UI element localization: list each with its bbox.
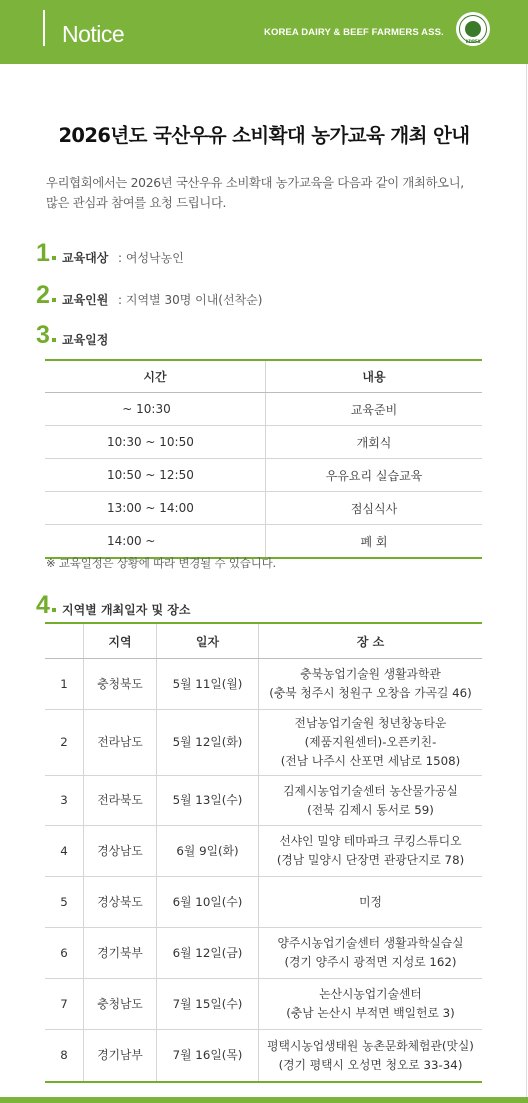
place-line: (전북 김제시 동서로 59) [307,802,434,817]
place-line: (전남 나주시 산포면 세남로 1508) [280,754,461,768]
place-line: 논산시농업기술센터 [319,987,422,1001]
region-cell: 경상남도 [84,826,157,877]
time-cell: ~ 10:30 [45,393,266,426]
region-cell: 경기남부 [84,1030,157,1083]
place-line: 선샤인 밀양 테마파크 쿠킹스튜디오 [279,834,462,848]
section-value: : 여성낙농인 [118,251,184,265]
place-cell [259,979,483,1030]
section-label: 교육인원 [62,293,109,307]
header-divider [43,10,45,46]
column-header [45,623,84,659]
date-cell: 6월 12일(금) [157,928,259,979]
row-number-cell: 6 [45,928,84,979]
place-line: 평택시농업생태원 농촌문화체험관(맛실) [267,1038,474,1053]
time-cell: 10:30 ~ 10:50 [45,426,266,459]
table-row [45,459,482,492]
content-cell: 교육준비 [266,393,483,426]
date-cell: 5월 11일(월) [157,659,259,710]
schedule-table [45,359,482,559]
table-row [45,393,482,426]
place-cell [259,826,483,877]
column-header: 일자 [157,623,259,659]
region-cell: 충청남도 [84,979,157,1030]
row-number-cell: 5 [45,877,84,928]
place-line: 충북농업기술원 생활과학관 [300,667,441,681]
place-line: (경남 밀양시 단장면 관광단지로 78) [276,853,465,867]
place-line: (경기 평택시 오성면 청오로 33-34) [278,1057,463,1072]
table-row [45,826,482,877]
place-line: (충남 논산시 부적면 백일헌로 3) [286,1006,455,1020]
section-label: 교육일정 [62,333,109,347]
table-row [45,659,482,710]
section-dot [52,298,56,302]
association-seal-icon [456,12,490,46]
place-line: 전남농업기술원 청년창농타운 [294,716,447,730]
content-cell: 점심식사 [266,492,483,525]
section-number: 3 [36,321,50,349]
time-cell: 14:00 ~ [107,534,156,548]
section-value: : 지역별 30명 이내(선착순) [118,293,263,307]
place-line: 양주시농업기술센터 생활과학실습실 [277,936,464,950]
row-number-cell: 7 [45,979,84,1030]
place-cell [259,710,483,776]
table-row [45,1030,482,1083]
place-cell [259,928,483,979]
table-row [45,877,482,928]
column-header: 내용 [266,360,483,393]
section-label: 지역별 개최일자 및 장소 [62,603,191,617]
place-cell [259,776,483,826]
section-number: 4 [36,591,50,619]
footer-bar [0,1097,528,1103]
table-row [45,710,482,776]
table-row [45,776,482,826]
row-number-cell: 1 [45,659,84,710]
place-line: (제품지원센터)-오픈키친- [304,735,437,749]
table-header-row [45,623,482,659]
section-number: 2 [36,281,50,309]
region-cell: 경기북부 [84,928,157,979]
content-cell: 폐 회 [266,525,483,559]
intro-line: 우리협회에서는 2026년 국산우유 소비확대 농가교육을 다음과 같이 개최하오니, [46,176,464,190]
table-header-row [45,360,482,393]
column-header: 지역 [84,623,157,659]
date-cell: 5월 12일(화) [157,710,259,776]
seal-text: KDBFA [465,39,481,44]
org-name: KOREA DAIRY & BEEF FARMERS ASS. [264,27,444,38]
section-label: 교육대상 [62,251,109,265]
date-cell: 7월 16일(목) [157,1030,259,1083]
column-header: 장 소 [259,623,483,659]
place-cell [259,877,483,928]
section-dot [52,608,56,612]
time-cell: 13:00 ~ 14:00 [45,492,266,525]
date-cell: 7월 15일(수) [157,979,259,1030]
row-number-cell: 8 [60,1048,68,1062]
place-line: 김제시농업기술센터 농산물가공실 [283,783,458,798]
column-header: 시간 [45,360,266,393]
intro-line: 많은 관심과 참여를 요청 드립니다. [46,196,227,210]
date-cell: 5월 13일(수) [157,776,259,826]
table-row [45,492,482,525]
table-row [45,426,482,459]
section-dot [52,338,56,342]
table-row [45,525,482,559]
section-number: 1 [36,239,50,267]
header-banner [0,0,528,64]
table-row [45,928,482,979]
place-cell [259,659,483,710]
region-cell: 충청북도 [84,659,157,710]
header-title: Notice [62,21,125,47]
table-row [45,979,482,1030]
page-title: 2026년도 국산우유 소비확대 농가교육 개최 안내 [58,124,470,147]
region-table [45,622,482,1083]
content-cell: 우유요리 실습교육 [266,459,483,492]
content-cell: 개회식 [266,426,483,459]
date-cell: 6월 9일(화) [157,826,259,877]
place-cell [259,1030,483,1083]
section-dot [52,256,56,260]
schedule-note: ※ 교육일정은 상황에 따라 변경될 수 있습니다. [46,556,276,570]
place-line: 미정 [359,894,382,909]
region-cell: 전라북도 [84,776,157,826]
row-number-cell: 2 [45,710,84,776]
row-number-cell: 4 [45,826,84,877]
place-line: (경기 양주시 광적면 지성로 162) [284,955,457,969]
date-cell: 6월 10일(수) [157,877,259,928]
region-cell: 전라남도 [84,710,157,776]
region-cell: 경상북도 [84,877,157,928]
intro-text [46,173,496,213]
time-cell: 10:50 ~ 12:50 [45,459,266,492]
row-number-cell: 3 [45,776,84,826]
place-line: (충북 청주시 청원구 오창읍 가곡길 46) [269,686,472,700]
